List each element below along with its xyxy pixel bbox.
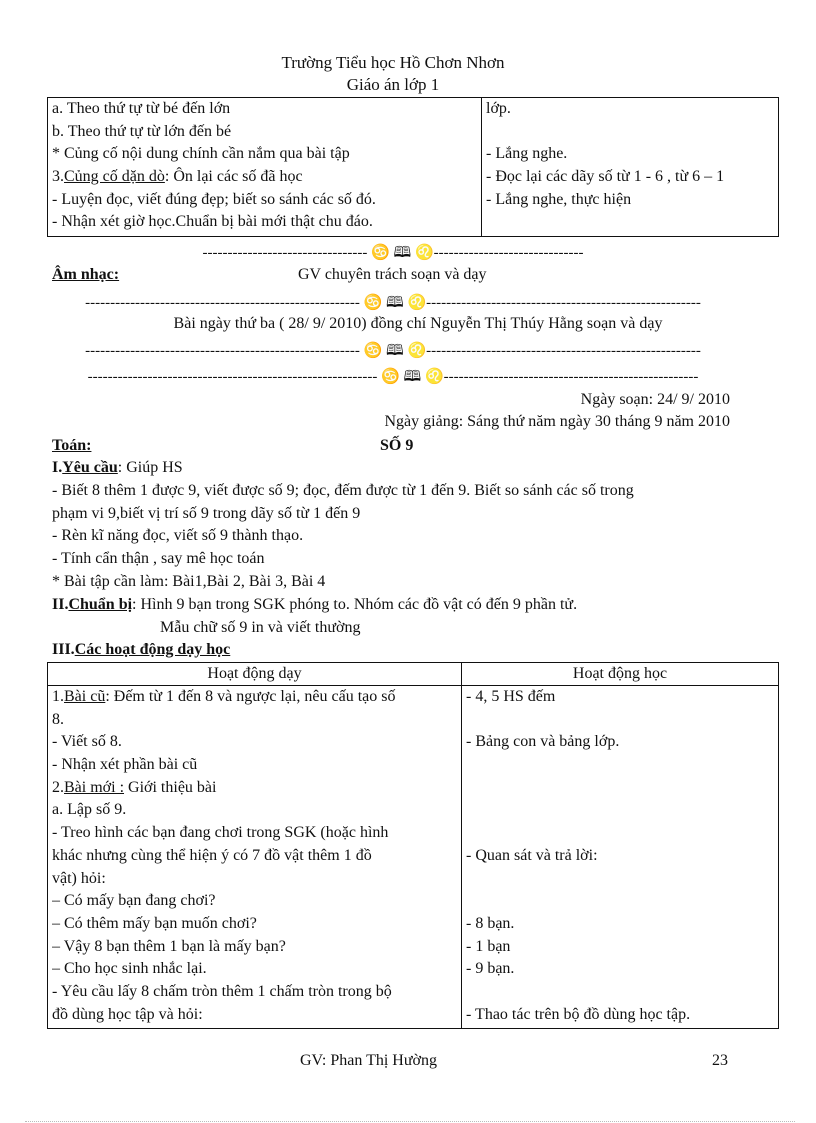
learn-line — [466, 890, 774, 913]
teach-line: – Có mấy bạn đang chơi? — [52, 892, 216, 910]
footer-teacher: GV: Phan Thị Hường — [300, 1052, 437, 1069]
preparation-line2: Mẫu chữ số 9 in và viết thường — [160, 619, 361, 636]
learn-line: - 9 bạn. — [466, 960, 515, 978]
top-activities-table — [47, 97, 779, 237]
learn-line — [466, 868, 774, 891]
activities-heading-text: Các hoạt động dạy học — [74, 641, 231, 658]
old-lesson-prefix: 1. — [52, 688, 64, 705]
col-header-learn: Hoạt động học — [462, 663, 779, 686]
school-name: Trường Tiểu học Hồ Chơn Nhơn — [281, 53, 505, 72]
requirements-heading-after: : Giúp HS — [117, 459, 183, 476]
col-header-teach: Hoạt động dạy — [48, 663, 462, 686]
teach-line: – Vậy 8 bạn thêm 1 bạn là mấy bạn? — [52, 937, 286, 955]
requirements-heading-text: Yêu cầu — [62, 459, 118, 476]
top-table-right-cell — [482, 98, 779, 237]
requirements-heading-num: I. — [52, 459, 63, 476]
new-lesson-text: Giới thiệu bài — [124, 778, 217, 796]
teach-line: vật) hỏi: — [52, 869, 106, 887]
learn-line — [466, 777, 774, 800]
top-right-line: lớp. — [486, 100, 511, 117]
top-right-line: - Lắng nghe, thực hiện — [486, 190, 632, 208]
date-prepared: Ngày soạn: 24/ 9/ 2010 — [580, 391, 730, 408]
top-table-left-cell — [48, 98, 482, 237]
learn-line: - Thao tác trên bộ đồ dùng học tập. — [466, 1005, 691, 1023]
teach-line: - Treo hình các bạn đang chơi trong SGK (hoặc hình — [52, 824, 389, 842]
tuesday-lesson-note: Bài ngày thứ ba ( 28/ 9/ 2010) đồng chí Nguyễn Thị Thúy Hằng soạn và dạy — [173, 315, 663, 332]
new-lesson-prefix: 2. — [52, 778, 64, 796]
learn-line: - 4, 5 HS đếm — [466, 688, 556, 705]
review-text: : Ôn lại các số đã học — [164, 168, 303, 186]
teach-line: – Có thêm mấy bạn muốn chơi? — [52, 914, 257, 932]
section-separator: ------------------------------------------------------- ♋ 🕮 ♌------------------------------------------------------- — [85, 295, 701, 311]
footer-page-number: 23 — [712, 1052, 728, 1069]
music-note: GV chuyên trách soạn và dạy — [298, 266, 487, 283]
requirement-line: phạm vi 9,biết vị trí số 9 trong dãy số từ 1 đến 9 — [52, 505, 361, 522]
music-subject-label: Âm nhạc: — [52, 266, 120, 283]
teach-line: 8. — [52, 710, 64, 728]
learn-line — [466, 822, 774, 845]
top-left-line: a. Theo thứ tự từ bé đến lớn — [52, 100, 231, 117]
top-right-line: - Lắng nghe. — [486, 145, 568, 163]
learn-line: - 8 bạn. — [466, 914, 515, 932]
review-label: Củng cố dặn dò — [64, 168, 165, 186]
learn-line — [466, 709, 774, 732]
review-prefix: 3. — [52, 168, 64, 186]
activities-heading-num: III. — [52, 641, 75, 658]
old-lesson-line — [52, 686, 457, 709]
top-right-line: - Đọc lại các dãy số từ 1 - 6 , từ 6 – 1 — [486, 168, 725, 186]
top-right-line — [486, 121, 774, 144]
teach-line: - Nhận xét phần bài cũ — [52, 756, 198, 774]
teach-cell — [48, 686, 462, 1029]
activities-heading — [52, 641, 230, 659]
top-right-line — [486, 211, 774, 234]
section-separator: ---------------------------------------------------------- ♋ 🕮 ♌--------------------------------------------------- — [87, 369, 699, 385]
activities-table — [47, 662, 779, 1029]
teach-line: – Cho học sinh nhắc lại. — [52, 960, 207, 978]
requirement-line: - Biết 8 thêm 1 được 9, viết được số 9; đọc, đếm được từ 1 đến 9. Biết so sánh các số trong — [52, 482, 634, 499]
preparation-heading — [52, 596, 577, 614]
lesson-plan-subtitle: Giáo án lớp 1 — [346, 75, 440, 94]
old-lesson-text: : Đếm từ 1 đến 8 và ngược lại, nêu cấu tạo số — [105, 688, 396, 705]
preparation-line1: : Hình 9 bạn trong SGK phóng to. Nhóm các đồ vật có đến 9 phần tử. — [132, 596, 578, 613]
top-left-line: b. Theo thứ tự từ lớn đến bé — [52, 122, 232, 140]
preparation-heading-text: Chuẩn bị — [68, 596, 133, 613]
lesson-title: SỐ 9 — [380, 437, 414, 454]
top-left-line: - Luyện đọc, viết đúng đẹp; biết so sánh các số đó. — [52, 190, 376, 208]
teach-line: a. Lập số 9. — [52, 801, 127, 819]
date-taught: Ngày giảng: Sáng thứ năm ngày 30 tháng 9 năm 2010 — [384, 413, 730, 430]
learn-line: - Bảng con và bảng lớp. — [466, 733, 620, 751]
top-left-line: - Nhận xét giờ học.Chuẩn bị bài mới thật chu đáo. — [52, 213, 373, 231]
preparation-heading-num: II. — [52, 596, 69, 613]
page-bottom-border — [25, 1121, 795, 1122]
teach-line: đồ dùng học tập và hỏi: — [52, 1005, 203, 1023]
learn-line: - 1 bạn — [466, 937, 511, 955]
old-lesson-label: Bài cũ — [64, 688, 106, 705]
learn-cell — [462, 686, 779, 1029]
learn-line: - Quan sát và trả lời: — [466, 846, 598, 864]
requirement-line: * Bài tập cần làm: Bài1,Bài 2, Bài 3, Bài 4 — [52, 573, 326, 590]
teach-line: - Viết số 8. — [52, 733, 122, 751]
learn-line — [466, 799, 774, 822]
new-lesson-label: Bài mới : — [64, 778, 125, 796]
math-subject-label: Toán: — [52, 437, 92, 454]
new-lesson-line — [52, 777, 457, 800]
learn-line — [466, 754, 774, 777]
section-separator: --------------------------------- ♋ 🕮 ♌------------------------------ — [202, 245, 584, 261]
requirement-line: - Tính cẩn thận , say mê học toán — [52, 550, 265, 567]
requirements-heading — [52, 459, 183, 477]
section-separator: ------------------------------------------------------- ♋ 🕮 ♌------------------------------------------------------- — [85, 343, 701, 359]
top-left-line-review — [52, 166, 477, 189]
top-left-line: * Củng cố nội dung chính cần nắm qua bài tập — [52, 145, 350, 163]
teach-line: - Yêu cầu lấy 8 chấm tròn thêm 1 chấm tròn trong bộ — [52, 982, 392, 1000]
teach-line: khác nhưng cùng thể hiện ý có 7 đồ vật thêm 1 đồ — [52, 846, 372, 864]
learn-line — [466, 981, 774, 1004]
requirement-line: - Rèn kĩ năng đọc, viết số 9 thành thạo. — [52, 527, 304, 544]
